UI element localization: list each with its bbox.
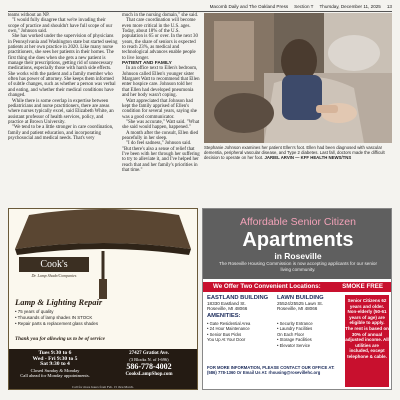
apartments-line2: Apartments [242,229,354,251]
caption-text: Stephanie Johnson examines her patient Ellen's foot. Ellen had been diagnosed with vascular dementia, peripheral vascular disease, and Type 2 diabetes. Last fall, doctors made the difficult decision to operate on her foot. [204,145,385,160]
article-paragraph: "I do feel sadness," Johnson said. "But there's also a sense of relief that I've been with her through her suffering to try to alleviate it, and I've helped her reach that and her family's priorities in that time." [122,141,200,173]
amenities-list-1 [207,321,250,343]
page-number: 13 [386,4,392,9]
list-item: • Storage Facilities [277,337,312,343]
eastland-building [207,295,271,312]
building-address: 25524/25525 Lawn St. [277,301,323,306]
smoke-free-label: SMOKE FREE [342,283,383,290]
photo-caption [204,145,392,160]
locations-label: We Offer Two Convenient Locations: [213,283,321,290]
apartments-body [207,295,341,387]
apartments-line3: in Roseville [274,251,322,261]
list-item: • Thousands of lamp shades IN STOCK [15,315,93,320]
article-paragraph: A month after the consult, Ellen died peacefully in her sleep. [122,130,199,141]
building-name: LAWN BUILDING [277,295,324,301]
eligibility-box: Senior Citizens 62 years and older. Non-elderly (50-61 years of age) are eligible to apply. The rent is based on 30% of annual adjusted income. All utilities are included, except telephone & cable. [345,295,389,387]
cooks-address-note: (3 Blocks N. of I-696) [129,357,169,362]
article-column-2 [122,13,200,173]
amenities-list-2 [277,321,313,348]
apartments-red-bar [203,282,392,292]
lawn-building [277,295,341,312]
apartments-ad-banner [203,209,392,279]
photo-credit: JARIEL ARVIN — KFF HEALTH NEWS/TNS [264,155,352,160]
cooks-address-block [101,349,197,390]
hours-line: Closed Sunday & Monday [30,367,80,373]
article-subhead: PATIENT AND FAMILY [122,61,172,67]
building-name: EASTLAND BUILDING [207,295,269,301]
article-photo [204,13,392,143]
article-paragraph: "I would fully disagree that we're invading their scope of practice and shouldn't have full scope of our own," Johnson said. [8,18,113,35]
amenities-label: AMENITIES: [207,313,241,319]
cooks-headline: Lamp & Lighting Repair [15,297,103,307]
article-paragraph: Watt appreciated that Johnson had kept the family apprised of Ellen's condition for several years, saying she was a good communicator. [122,98,197,120]
hours-line: Wed - Fri 9:30 to 5 [32,355,78,362]
building-city: Roseville, MI 48066 [277,306,318,312]
hours-line: Tues 9:30 to 6 [38,350,72,356]
list-item: • 24 Hour Maintenance [207,326,250,332]
article-paragraph: much in the nursing domain," she said. [122,13,199,18]
cooks-bullets [15,309,135,327]
article-column-1 [8,13,118,141]
apartments-description: The Roseville Housing Commission is now accepting applicants for our senior living community. [218,261,378,272]
apartments-line1: Affordable Senior Citizen [240,216,356,228]
list-item: • Repair parts & replacement glass shades [15,321,99,326]
cooks-hours [9,349,101,390]
lamp-shade-icon [9,209,197,299]
contact-info: FOR MORE INFORMATION, PLEASE CONTACT OUR OFFICE AT: (586) 778-1360 Or Email Us At: rhousing@rosevillehc.org [207,365,335,376]
article-paragraph: teams without an NP. [8,13,50,18]
article-paragraph: "She was accurate," Watt said. "What she said would happen, happened." [122,119,200,131]
article-paragraph: "We tend to be a little stronger in care coordination, family and patient education, and incorporating psychosocial and medical needs. That's very [8,125,114,141]
apartments-ad [202,208,392,390]
paper-name: Macomb Daily and The Oakland Press [209,4,289,9]
article-paragraph: While there is some overlap in expertise between pediatricians and nurse practitioners, there are areas where nurses typically excel, said Elizabeth White, an assistant professor of health services, policy, and practice at Brown University. [8,98,114,125]
cooks-logo-subtitle: Dr. Lamp Shade/Companies [31,273,77,278]
hours-line: Call ahead for Monday appointments. [20,373,90,379]
date-label: Thursday, December 11, 2025 [319,4,381,9]
list-item: • Gate Residential Area [207,321,251,326]
article-paragraph: That care coordination will become even more critical in the U.S. ages. Today, about 18% of the U.S. population is 65 or over. In the next 30 years, the share of seniors is expected to reach 23%, as medical and technological advances enable people to live longer. [122,18,198,61]
list-item: On Each Floor [277,331,304,337]
list-item: • Security Entrance [277,321,313,326]
article-paragraph: She has worked under the supervision of physicians in Pennsylvania and Washington state but started seeing patients at her own practice in 2020. Like many nurse practitioners, she sees her patients in their homes. The first thing she does when she gets a new patient is manage their prescriptions, getting rid of unnecessary medications, especially those with harsh side effects. She works with the patient and a family member who often has power of attorney. She keeps them informed of subtle changes, such as whether a person was verbal and eating, and whether their medical conditions have changed. [8,34,118,99]
list-item: • Laundry Facilities [277,326,313,332]
cooks-tagline: Thank you for allowing us to be of service [15,336,105,342]
cooks-lamp-ad [8,208,198,390]
article-paragraph: In an office next to Ellen's bedroom, Johnson called Ellen's younger sister Margaret Watt to recommend that Ellen enter hospice care. Johnson told her that Ellen had developed pneumonia and her body wasn't coping. [122,66,200,99]
list-item: • 75 years of quality [15,309,54,314]
cooks-address: 27427 Gratiot Ave. [129,351,169,356]
photo-illustration [204,13,392,143]
cooks-footer: Call for more hours from Feb. 15 thru March. [72,385,134,389]
list-item: You Up At Your Door [207,337,246,343]
building-city: Roseville, MI 48066 [207,306,248,312]
section-label: Section T [294,4,314,9]
cooks-phone[interactable]: 586-778-4002 [126,362,172,372]
cooks-website[interactable]: CooksLampShop.com [125,372,173,378]
building-address: 18330 Eastland St. [207,301,246,306]
list-item: • Senior Bus Picks [207,331,242,337]
list-item: • Elevator Service [277,342,311,348]
hours-line: Sat 9:30 to 4 [40,361,70,368]
cooks-logo-title: Cook's [19,257,89,272]
page-header [8,2,392,12]
